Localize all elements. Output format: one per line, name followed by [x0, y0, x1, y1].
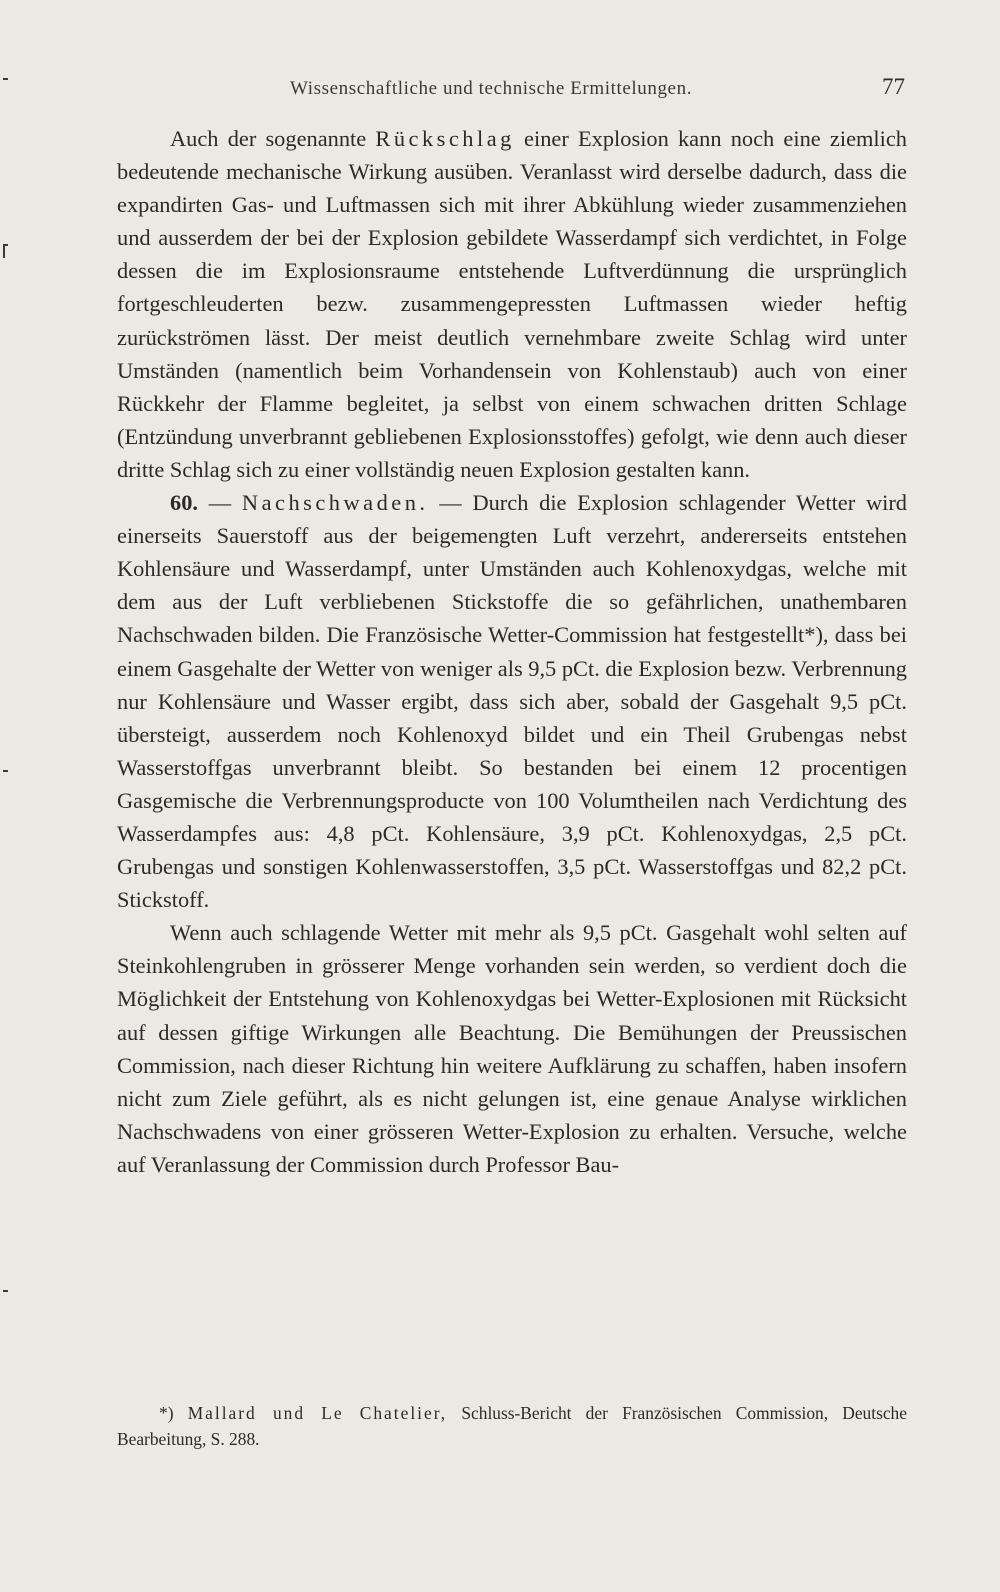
page-number: 77 — [882, 74, 905, 99]
main-text — [117, 122, 907, 1181]
paragraph-rueckschlag — [117, 122, 907, 486]
footnote-authors: Mallard und Le Chatelier, — [187, 1403, 448, 1423]
dash: — — [198, 490, 242, 516]
emphasized-term: Rückschlag — [375, 126, 515, 151]
paragraph-text: Auch der sogenannte — [170, 126, 376, 151]
margin-mark — [3, 770, 8, 772]
margin-mark — [3, 246, 5, 258]
dash: — — [428, 490, 473, 516]
footnote — [117, 1400, 907, 1452]
footnote-marker: *) — [159, 1403, 188, 1423]
section-title: Nachschwaden. — [241, 490, 429, 516]
margin-mark — [3, 78, 8, 80]
paragraph-text: Durch die Explosion schlagender Wetter wird einerseits Sauerstoff aus der beigemengten Luft verzehrt, andererseits entstehen Kohlensäure und Wasserdampf, unter Umständen auch Kohlenoxydgas, welche mit dem aus der Luft verbliebenen Stickstoffe die so gefährlichen, unathembaren Nachschwaden bilden. Die Französische Wetter-Commission hat festgestellt*), dass bei einem Gasgehalte der Wetter von weniger als 9,5 pCt. die Explosion bezw. Verbrennung nur Kohlensäure und Wasser ergibt, dass sich aber, sobald der Gasgehalt 9,5 pCt. übersteigt, ausserdem noch Kohlenoxyd bildet und ein Theil Grubengas nebst Wasserstoffgas unverbrannt bleibt. So bestanden bei einem 12 procentigen Gasgemische die Verbrennungsproducte von 100 Volumtheilen nach Verdichtung des Wasserdampfes aus: 4,8 pCt. Kohlensäure, 3,9 pCt. Kohlenoxydgas, 2,5 pCt. Grubengas und sonstigen Kohlenwasserstoffen, 3,5 pCt. Wasserstoffgas und 82,2 pCt. Stickstoff. — [117, 490, 907, 913]
section-number: 60. — [170, 490, 198, 516]
paragraph-text: einer Explosion kann noch eine ziemlich bedeutende mechanische Wirkung ausüben. Veranlasst wird derselbe dadurch, dass die expandirten Gas- und Luftmassen sich mit ihrer Abkühlung wieder zusammenziehen und ausserdem der bei der Explosion gebildete Wasserdampf sich verdichtet, in Folge dessen die im Explosionsraume entstehende Luftverdünnung die ursprünglich fortgeschleuderten bezw. zusammengepressten Luftmassen wieder heftig zurückströmen lässt. Der meist deutlich vernehmbare zweite Schlag wird unter Umständen (namentlich beim Vorhandensein von Kohlenstaub) auch von einer Rückkehr der Flamme begleitet, ja selbst von einem schwachen dritten Schlage (Entzündung unverbrannt gebliebenen Explosionsstoffes) gefolgt, wie denn auch dieser dritte Schlag sich zu einer vollständig neuen Explosion gestalten kann. — [117, 126, 907, 482]
paragraph-text: Wenn auch schlagende Wetter mit mehr als 9,5 pCt. Gasgehalt wohl selten auf Steinkohlengruben in grösserer Menge vorhanden sein werden, so verdient doch die Möglichkeit der Entstehung von Kohlenoxydgas bei Wetter-Explosionen mit Rücksicht auf dessen giftige Wirkungen alle Beachtung. Die Bemühungen der Preussischen Commission, nach dieser Richtung hin weitere Aufklärung zu schaffen, haben insofern nicht zum Ziele geführt, als es nicht gelungen ist, eine genaue Analyse wirklichen Nachschwadens von einer grösseren Wetter-Explosion zu erhalten. Versuche, welche auf Veranlassung der Commission durch Professor Bau- — [117, 920, 907, 1177]
margin-mark — [3, 1290, 8, 1292]
footnote-citation: Schluss-Bericht der Französischen Commission, Deutsche Bearbeitung, S. 288. — [117, 1403, 907, 1449]
paragraph-kohlenoxydgas — [117, 916, 907, 1181]
running-header: Wissenschaftliche und technische Ermittelungen. — [290, 78, 693, 99]
footnote-text — [117, 1400, 907, 1452]
paragraph-nachschwaden — [117, 486, 907, 916]
